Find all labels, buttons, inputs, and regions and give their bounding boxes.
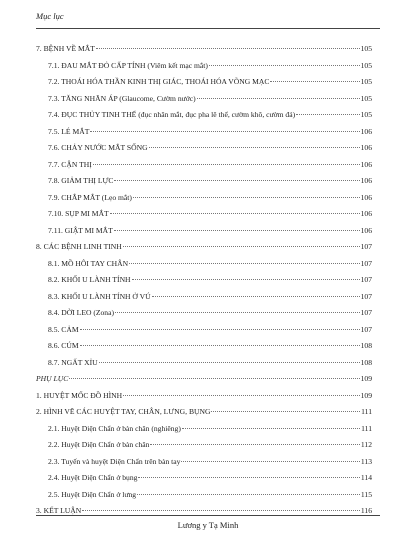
toc-entry[interactable] (36, 176, 372, 193)
toc-entry-title: 2.4. Huyệt Diện Chẩn ở bụng (48, 473, 138, 482)
toc-entry[interactable] (36, 44, 372, 61)
toc-entry-title: 7.5. LÉ MẮT (48, 126, 90, 136)
toc-entry[interactable] (36, 358, 372, 375)
toc-entry-page: 108 (360, 341, 372, 350)
toc-entry-page: 106 (360, 209, 372, 218)
toc-entry[interactable] (36, 457, 372, 474)
toc-entry-page: 106 (360, 176, 372, 185)
toc-entry[interactable] (36, 110, 372, 127)
toc-dot-leader (99, 362, 360, 363)
toc-dot-leader (96, 48, 360, 49)
page-header-title: Mục lục (36, 11, 64, 21)
toc-entry-title: 8.2. KHỐI U LÀNH TÍNH (48, 275, 131, 284)
toc-entry-page: 105 (360, 77, 372, 86)
toc-entry[interactable] (36, 374, 372, 391)
toc-dot-leader (114, 180, 359, 181)
toc-entry-title: 7.4. ĐỤC THỦY TINH THỂ (đục nhân mắt, đục pha lê thể, cườm khô, cườm đá) (48, 110, 296, 119)
toc-entry-title: 7.3. TĂNG NHÃN ÁP (Glaucome, Cườm nước) (48, 93, 196, 103)
toc-entry-page: 107 (360, 291, 372, 301)
toc-entry-title: 7.9. CHẮP MẮT (Lẹo mắt) (48, 192, 132, 202)
toc-dot-leader (123, 395, 359, 396)
toc-dot-leader (152, 296, 360, 297)
toc-entry[interactable] (36, 292, 372, 309)
toc-entry[interactable] (36, 242, 372, 259)
toc-entry[interactable] (36, 407, 372, 424)
toc-entry-page: 108 (360, 357, 372, 367)
toc-entry[interactable] (36, 61, 372, 78)
toc-entry-title: 8.6. CÚM (48, 341, 79, 350)
toc-entry[interactable] (36, 77, 372, 94)
toc-entry-page: 109 (360, 390, 372, 400)
toc-entry[interactable] (36, 259, 372, 276)
toc-entry-title: 8.4. DỜI LEO (Zona) (48, 308, 115, 317)
toc-entry-title: 2.3. Tuyến và huyệt Diện Chẩn trên bàn tay (48, 456, 181, 466)
toc-dot-leader (149, 147, 360, 148)
toc-entry-title: 7.6. CHẢY NƯỚC MẮT SỐNG (48, 143, 148, 152)
toc-entry-title: 2.5. Huyệt Diện Chẩn ở lưng (48, 489, 137, 499)
toc-entry[interactable] (36, 226, 372, 243)
toc-entry[interactable] (36, 127, 372, 144)
toc-entry[interactable] (36, 160, 372, 177)
toc-dot-leader (150, 444, 359, 445)
toc-entry-title: 8.5. CẢM (48, 324, 79, 334)
toc-entry-title: 7.2. THOÁI HÓA THẦN KINH THỊ GIÁC, THOÁI HÓA VÕNG MẠC (48, 77, 270, 86)
toc-entry-title: 8. CÁC BỆNH LINH TINH (36, 242, 122, 251)
toc-entry-page: 109 (360, 374, 372, 383)
toc-entry[interactable] (36, 143, 372, 160)
toc-entry-page: 105 (360, 93, 372, 103)
toc-entry-title: 1. HUYỆT MỐC ĐỒ HÌNH (36, 390, 123, 400)
toc-entry-page: 107 (360, 258, 372, 268)
toc-entry-page: 106 (360, 225, 372, 235)
toc-entry[interactable] (36, 490, 372, 507)
toc-entry-title: 7.1. ĐAU MẮT ĐỎ CẤP TÍNH (Viêm kết mạc mắt) (48, 60, 208, 70)
toc-dot-leader (296, 114, 359, 115)
toc-entry[interactable] (36, 391, 372, 408)
toc-dot-leader (138, 477, 359, 478)
toc-dot-leader (182, 428, 360, 429)
toc-entry[interactable] (36, 209, 372, 226)
toc-entry-title: 7.10. SỤP MI MẮT (48, 209, 109, 218)
toc-entry-page: 116 (360, 506, 372, 515)
toc-dot-leader (123, 246, 360, 247)
table-of-contents (36, 44, 372, 523)
toc-entry-page: 107 (360, 275, 372, 284)
toc-entry-page: 115 (360, 489, 372, 499)
page-footer-author: Lương y Tạ Minh (177, 520, 239, 530)
toc-entry-page: 105 (360, 110, 372, 119)
toc-entry-title: 2. HÌNH VẼ CÁC HUYỆT TAY, CHÂN, LƯNG, BỤNG (36, 407, 211, 416)
toc-entry-title: 7.11. GIẬT MI MẮT (48, 225, 113, 235)
toc-entry-page: 107 (360, 308, 372, 317)
toc-entry-page: 112 (360, 440, 372, 449)
toc-entry-title: 8.7. NGẤT XỈU (48, 357, 98, 367)
toc-dot-leader (209, 65, 360, 66)
toc-entry-page: 113 (360, 456, 372, 466)
toc-dot-leader (82, 510, 360, 511)
toc-entry-page: 106 (360, 143, 372, 152)
toc-entry[interactable] (36, 94, 372, 111)
toc-entry[interactable] (36, 440, 372, 457)
toc-dot-leader (80, 329, 360, 330)
toc-dot-leader (133, 197, 360, 198)
toc-entry-page: 111 (361, 407, 372, 416)
toc-entry-title: 7.8. GIẢM THỊ LỰC (48, 176, 114, 185)
toc-dot-leader (80, 345, 360, 346)
toc-dot-leader (132, 279, 360, 280)
toc-dot-leader (93, 164, 360, 165)
toc-entry[interactable] (36, 473, 372, 490)
toc-entry-page: 106 (360, 192, 372, 202)
toc-dot-leader (181, 461, 359, 462)
toc-entry[interactable] (36, 193, 372, 210)
toc-dot-leader (197, 98, 360, 99)
toc-dot-leader (90, 131, 359, 132)
toc-entry-page: 106 (360, 159, 372, 169)
toc-entry[interactable] (36, 341, 372, 358)
toc-entry-page: 114 (360, 473, 372, 482)
toc-entry[interactable] (36, 308, 372, 325)
toc-entry-page: 107 (360, 324, 372, 334)
footer-divider (36, 515, 380, 516)
toc-dot-leader (211, 411, 360, 412)
toc-entry[interactable] (36, 275, 372, 292)
toc-entry-page: 107 (360, 242, 372, 251)
toc-dot-leader (137, 494, 360, 495)
toc-dot-leader (110, 213, 360, 214)
toc-entry-title: PHỤ LỤC (36, 374, 69, 383)
toc-entry-title: 2.2. Huyệt Diện Chẩn ở bàn chân (48, 440, 150, 449)
toc-entry-page: 105 (360, 60, 372, 70)
toc-dot-leader (115, 312, 360, 313)
toc-entry-page: 106 (360, 126, 372, 136)
toc-entry-page: 105 (360, 44, 372, 53)
toc-entry-title: 7.7. CẬN THỊ (48, 159, 92, 169)
toc-entry-title: 7. BỆNH VỀ MẮT (36, 44, 95, 53)
toc-entry-title: 8.1. MỒ HÔI TAY CHÂN (48, 258, 129, 268)
toc-dot-leader (114, 230, 360, 231)
toc-dot-leader (69, 378, 359, 379)
toc-dot-leader (129, 263, 359, 264)
toc-entry-title: 8.3. KHỐI U LÀNH TÍNH Ở VÚ (48, 291, 151, 301)
toc-dot-leader (270, 81, 359, 82)
header-divider (36, 28, 380, 29)
toc-entry-page: 111 (361, 423, 372, 433)
toc-entry[interactable] (36, 424, 372, 441)
toc-entry[interactable] (36, 325, 372, 342)
toc-entry-title: 3. KẾT LUẬN (36, 506, 82, 515)
toc-entry-title: 2.1. Huyệt Diện Chẩn ở bàn chân (nghiêng) (48, 423, 181, 433)
